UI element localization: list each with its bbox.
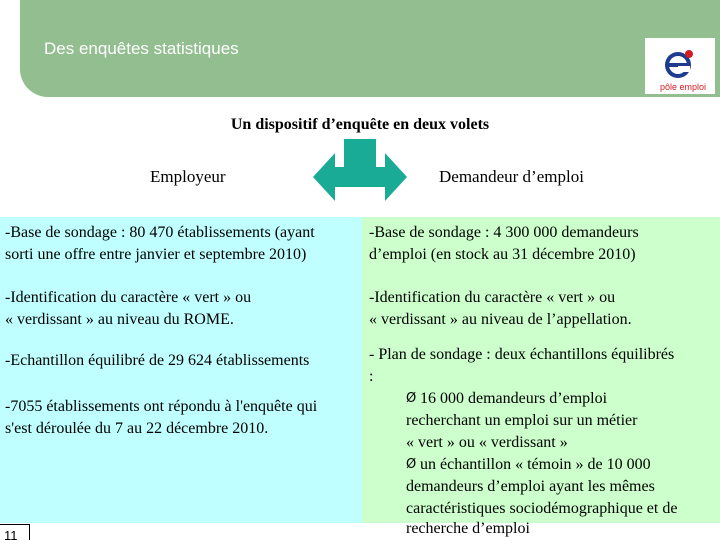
bullet-1-line-3: « vert » ou « verdissant » xyxy=(406,434,568,451)
right-column-heading: Demandeur d’emploi xyxy=(439,167,584,186)
bullet-2-line-1: un échantillon « témoin » de 10 000 xyxy=(420,456,651,473)
right-line-6: : xyxy=(369,368,374,385)
page-number: 11 xyxy=(0,524,30,540)
main-title: Un dispositif d’enquête en deux volets xyxy=(230,116,490,133)
left-line-1: -Base de sondage : 80 470 établissements (ayant xyxy=(5,224,315,241)
left-line-2: sorti une offre entre janvier et septembre 2010) xyxy=(5,246,307,263)
right-line-5: - Plan de sondage : deux échantillons équilibrés xyxy=(369,346,675,363)
logo-wordmark: pôle emploi xyxy=(660,82,707,92)
left-line-3: -Identification du caractère « vert » ou xyxy=(5,289,252,306)
pole-emploi-logo xyxy=(645,38,715,94)
right-line-1: -Base de sondage : 4 300 000 demandeurs xyxy=(369,224,639,241)
right-line-2: d’emploi (en stock au 31 décembre 2010) xyxy=(369,246,636,263)
right-line-4: « verdissant » au niveau de l’appellation. xyxy=(369,311,632,328)
bullet-2-line-2: demandeurs d’emploi ayant les mêmes xyxy=(406,478,655,495)
arrow-bullet-icon: Ø xyxy=(406,457,417,472)
left-line-6: -7055 établissements ont répondu à l'enquête qui xyxy=(5,398,318,415)
bullet-2-line-4: recherche d’emploi xyxy=(406,520,530,537)
bullet-1-line-2: recherchant un emploi sur un métier xyxy=(406,412,638,429)
bullet-1-line-1: 16 000 demandeurs d’emploi xyxy=(420,390,608,407)
left-column-heading: Employeur xyxy=(150,167,226,186)
page-title: Des enquêtes statistiques xyxy=(44,39,239,58)
left-line-5: -Echantillon équilibré de 29 624 établissements xyxy=(5,352,310,369)
left-line-7: s'est déroulée du 7 au 22 décembre 2010. xyxy=(5,420,269,437)
logo-e-icon xyxy=(645,38,715,82)
double-arrow-icon xyxy=(313,139,407,215)
arrow-bullet-icon: Ø xyxy=(406,391,417,406)
bullet-2-line-3: caractéristiques sociodémographique et de xyxy=(406,500,678,517)
right-line-3: -Identification du caractère « vert » ou xyxy=(369,289,616,306)
left-line-4: « verdissant » au niveau du ROME. xyxy=(5,311,234,328)
